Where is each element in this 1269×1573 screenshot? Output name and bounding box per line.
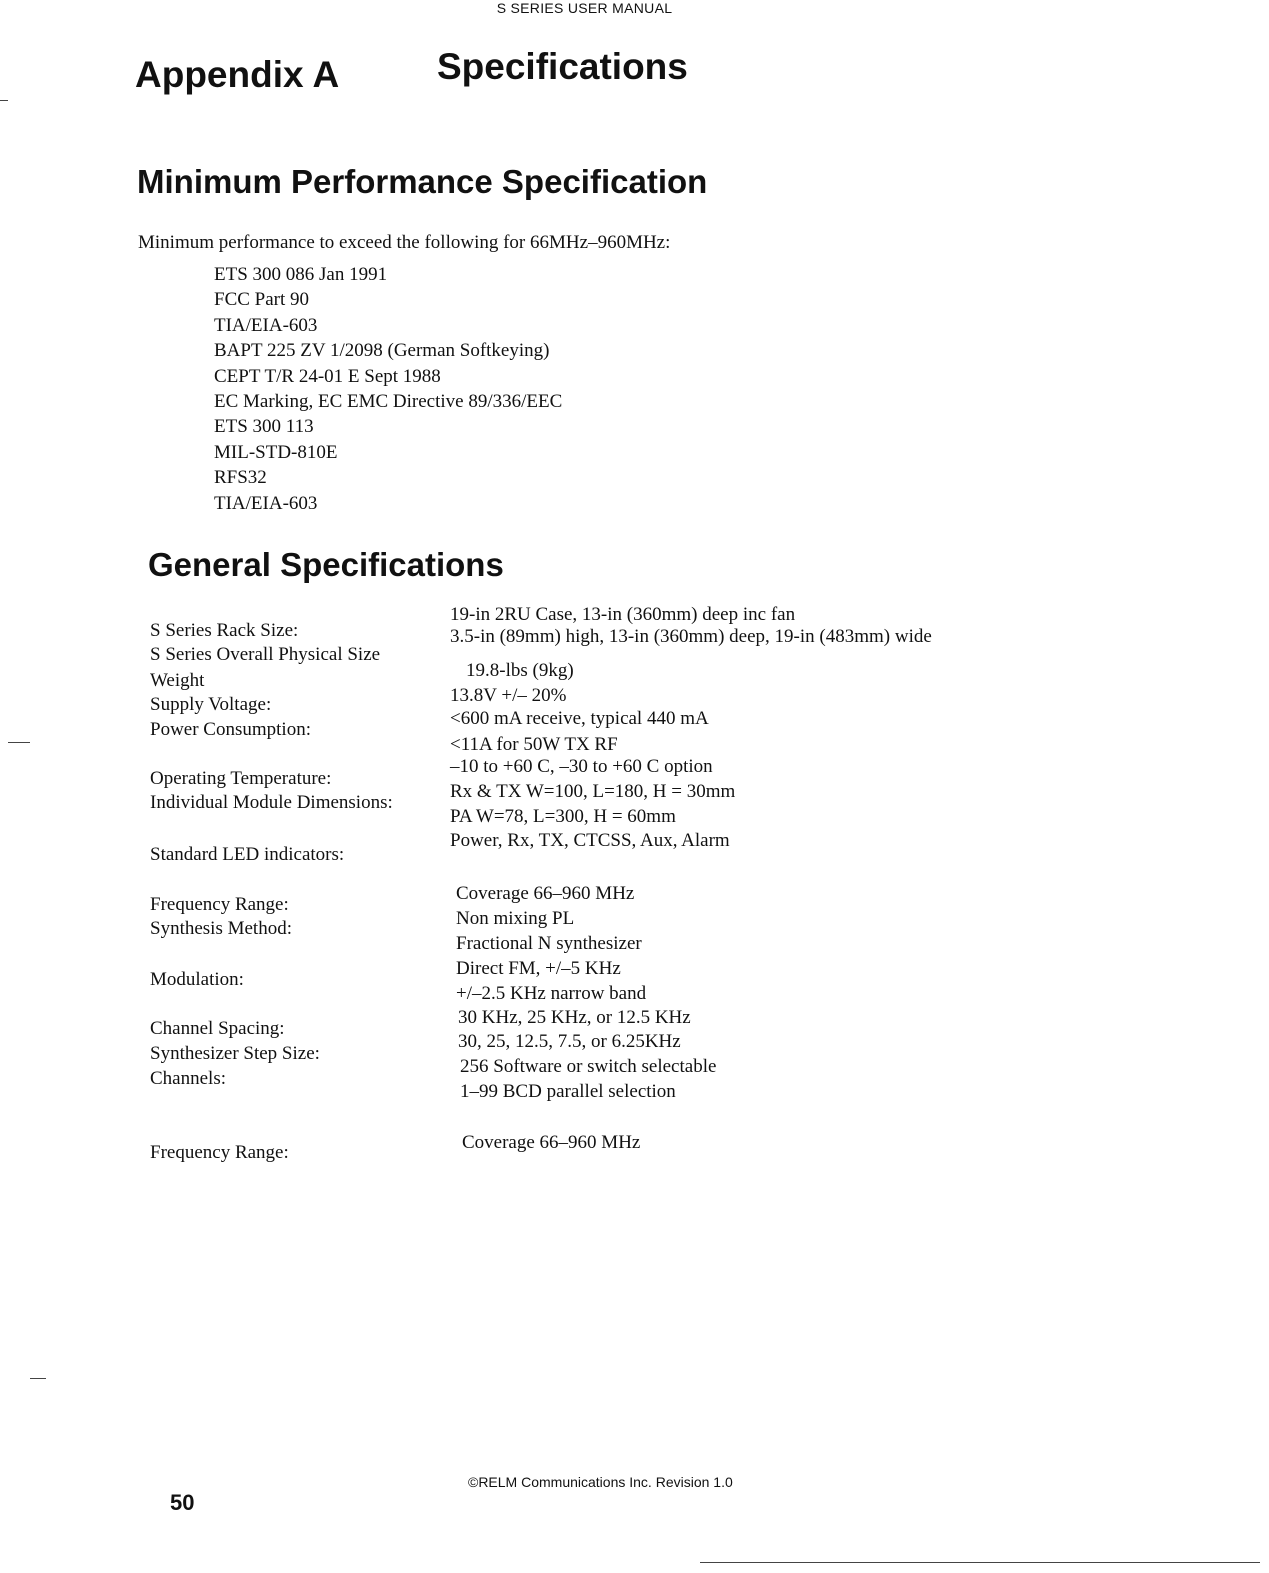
spec-value-narrow-band: +/–2.5 KHz narrow band [456, 983, 647, 1004]
spec-label-channel-spacing: Channel Spacing: [150, 1018, 285, 1039]
spec-value-modulation: Direct FM, +/–5 KHz [456, 958, 621, 979]
spec-value-rack-size: 19-in 2RU Case, 13-in (360mm) deep inc fan [450, 604, 796, 625]
standard-item: ETS 300 086 Jan 1991 [214, 264, 388, 285]
standard-item: TIA/EIA-603 [214, 492, 318, 514]
spec-value-supply-voltage: 13.8V +/– 20% [450, 685, 567, 706]
spec-value-led-indicators: Power, Rx, TX, CTCSS, Aux, Alarm [450, 830, 730, 851]
page-number: 50 [170, 1490, 195, 1515]
spec-label-step-size: Synthesizer Step Size: [150, 1043, 320, 1064]
standard-item: CEPT T/R 24-01 E Sept 1988 [214, 365, 441, 387]
spec-value-operating-temperature: –10 to +60 C, –30 to +60 C option [450, 756, 713, 777]
appendix-title: Specifications [437, 46, 688, 87]
standard-item: RFS32 [214, 467, 267, 489]
spec-value-frequency-range-2: Coverage 66–960 MHz [462, 1132, 641, 1153]
spec-label-supply-voltage: Supply Voltage: [150, 694, 272, 715]
standard-item: ETS 300 113 [214, 416, 314, 438]
standard-item: TIA/EIA-603 [214, 314, 318, 336]
spec-value-channels-software: 256 Software or switch selectable [460, 1056, 717, 1077]
spec-label-weight: Weight [150, 670, 205, 691]
minimum-performance-heading: Minimum Performance Specification [137, 163, 708, 200]
general-specifications-heading: General Specifications [148, 546, 504, 583]
standards-list [214, 262, 562, 516]
spec-value-frequency-range: Coverage 66–960 MHz [456, 883, 635, 904]
spec-value-physical-size: 3.5-in (89mm) high, 13-in (360mm) deep, 19-in (483mm) wide [450, 626, 932, 647]
scan-edge-mark [30, 1378, 46, 1379]
standard-item: BAPT 225 ZV 1/2098 (German Softkeying) [214, 340, 550, 362]
spec-value-weight: 19.8-lbs (9kg) [466, 660, 574, 681]
spec-value-power-transmit: <11A for 50W TX RF [450, 734, 618, 755]
spec-value-synthesis-method: Fractional N synthesizer [456, 933, 642, 954]
spec-label-modulation: Modulation: [150, 969, 244, 990]
minimum-performance-intro: Minimum performance to exceed the following for 66MHz–960MHz: [138, 232, 671, 253]
footer-copyright: ©RELM Communications Inc. Revision 1.0 [468, 1474, 733, 1490]
spec-value-module-pa: PA W=78, L=300, H = 60mm [450, 806, 676, 827]
standard-item: FCC Part 90 [214, 289, 310, 311]
spec-label-physical-size: S Series Overall Physical Size [150, 644, 381, 665]
spec-label-module-dimensions: Individual Module Dimensions: [150, 792, 393, 813]
spec-label-led-indicators: Standard LED indicators: [150, 844, 345, 865]
scan-edge-mark [8, 742, 30, 743]
standard-item: EC Marking, EC EMC Directive 89/336/EEC [214, 390, 563, 412]
scan-edge-mark [0, 100, 8, 101]
spec-value-module-rx-tx: Rx & TX W=100, L=180, H = 30mm [450, 781, 736, 802]
spec-label-frequency-range: Frequency Range: [150, 894, 289, 915]
spec-label-frequency-range-2: Frequency Range: [150, 1142, 289, 1163]
scan-edge-line [700, 1562, 1260, 1563]
appendix-label: Appendix A [135, 54, 340, 95]
spec-label-power-consumption: Power Consumption: [150, 719, 311, 740]
spec-label-rack-size: S Series Rack Size: [150, 620, 299, 641]
spec-label-synthesis-method: Synthesis Method: [150, 918, 292, 939]
standard-item: MIL-STD-810E [214, 441, 338, 463]
spec-value-channels-bcd: 1–99 BCD parallel selection [460, 1081, 676, 1102]
spec-value-non-mixing: Non mixing PL [456, 908, 575, 929]
spec-label-channels: Channels: [150, 1068, 226, 1089]
spec-value-power-receive: <600 mA receive, typical 440 mA [450, 708, 709, 729]
spec-label-operating-temperature: Operating Temperature: [150, 768, 332, 789]
running-header: S SERIES USER MANUAL [496, 0, 673, 16]
spec-value-step-size: 30, 25, 12.5, 7.5, or 6.25KHz [458, 1031, 681, 1052]
spec-value-channel-spacing: 30 KHz, 25 KHz, or 12.5 KHz [458, 1007, 691, 1028]
